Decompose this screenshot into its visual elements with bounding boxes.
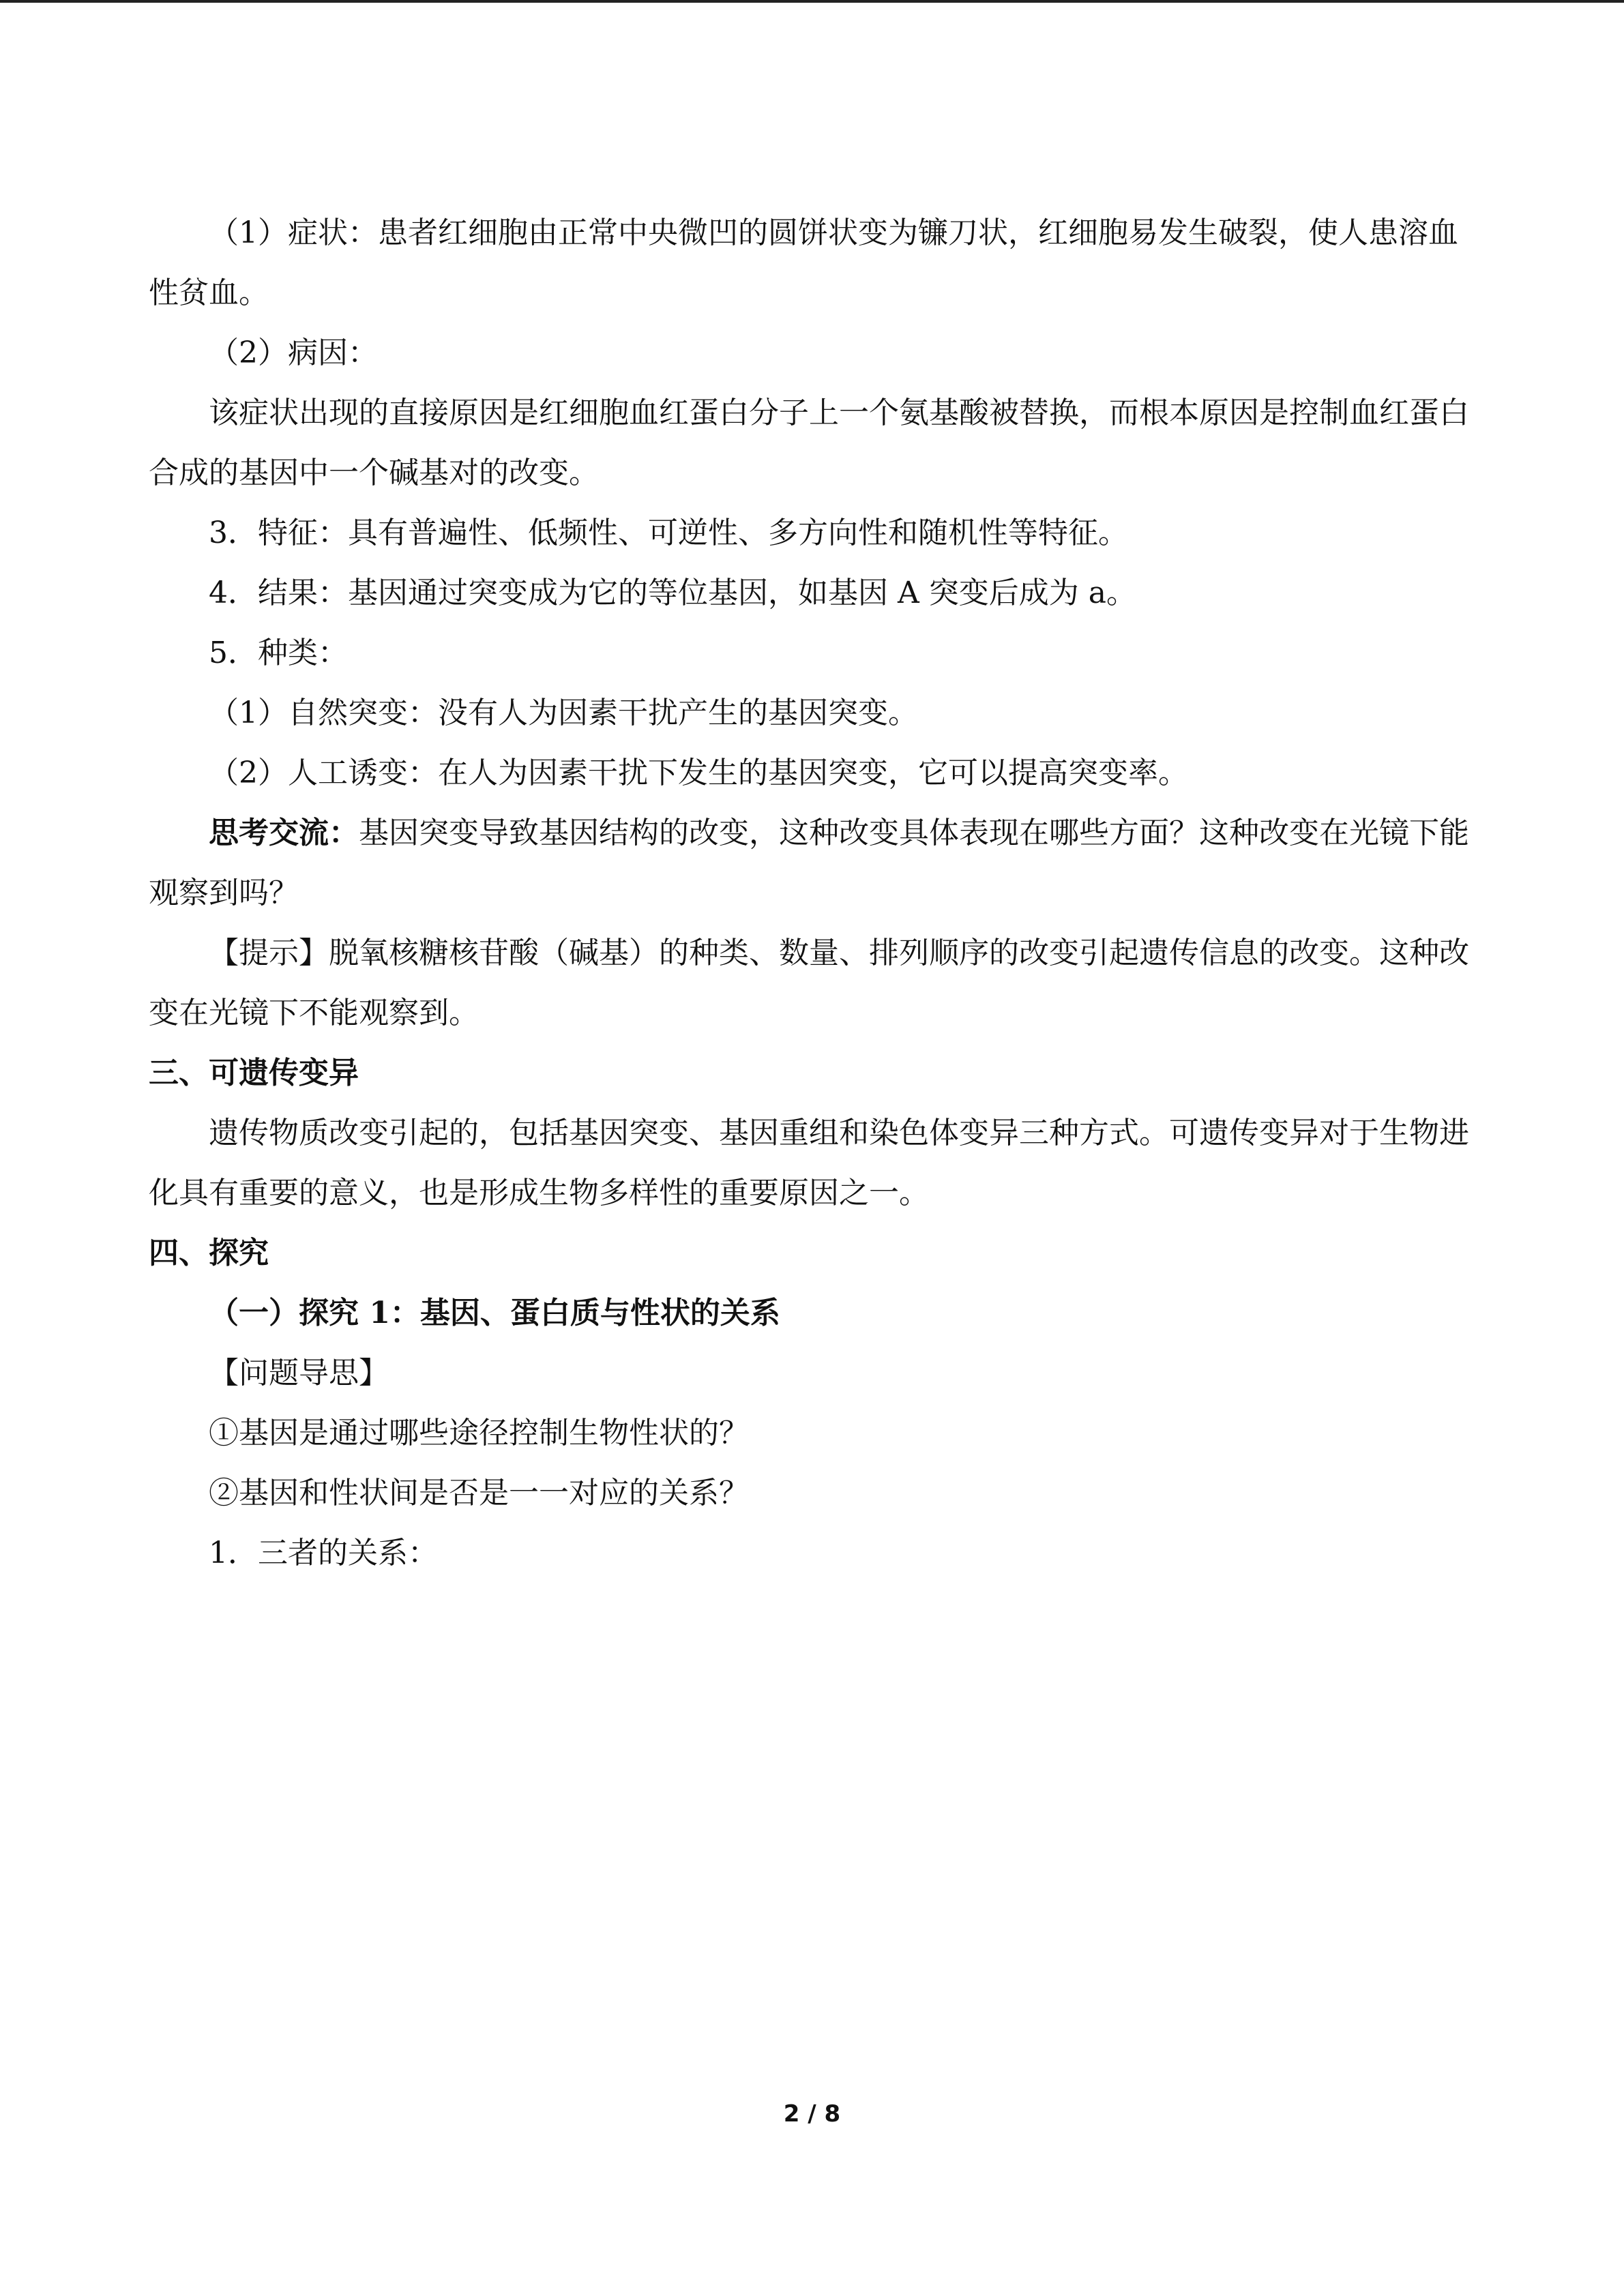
section-heading-heritable-variation: 三、可遗传变异 bbox=[149, 1056, 359, 1090]
paragraph-hint bbox=[149, 923, 1472, 1043]
hint-label: 【提示】 bbox=[209, 936, 329, 970]
paragraph-types: 5．种类： bbox=[209, 636, 348, 670]
paragraph-result: 4．结果：基因通过突变成为它的等位基因，如基因 A 突变后成为 a。 bbox=[209, 576, 1136, 610]
paragraph-think-discuss bbox=[149, 803, 1472, 923]
paragraph-question-guide: 【问题导思】 bbox=[209, 1356, 389, 1390]
section-heading-exploration: 四、探究 bbox=[149, 1236, 269, 1270]
paragraph-cause-label: （2）病因： bbox=[209, 336, 378, 370]
hint-body: 脱氧核糖核苷酸（碱基）的种类、数量、排列顺序的改变引起遗传信息的改变。这种改变在光镜下不能观察到。 bbox=[149, 936, 1469, 1030]
think-discuss-label: 思考交流： bbox=[209, 816, 359, 850]
paragraph-symptoms: （1）症状：患者红细胞由正常中央微凹的圆饼状变为镰刀状，红细胞易发生破裂，使人患溶血性贫血。 bbox=[149, 215, 1458, 310]
paragraph-cause-body: 该症状出现的直接原因是红细胞血红蛋白分子上一个氨基酸被替换，而根本原因是控制血红蛋白合成的基因中一个碱基对的改变。 bbox=[149, 396, 1469, 490]
paragraph-question-2: ②基因和性状间是否是一一对应的关系？ bbox=[209, 1476, 749, 1510]
subsection-heading-exploration-1: （一）探究 1：基因、蛋白质与性状的关系 bbox=[209, 1296, 780, 1330]
paragraph-question-1: ①基因是通过哪些途径控制生物性状的？ bbox=[209, 1416, 749, 1450]
paragraph-features: 3．特征：具有普遍性、低频性、可逆性、多方向性和随机性等特征。 bbox=[209, 516, 1128, 550]
paragraph-induced-mutation: （2）人工诱变：在人为因素干扰下发生的基因突变，它可以提高突变率。 bbox=[209, 756, 1188, 790]
document-page bbox=[149, 203, 1472, 1583]
paragraph-natural-mutation: （1）自然突变：没有人为因素干扰产生的基因突变。 bbox=[209, 696, 918, 730]
top-border-rule bbox=[0, 0, 1624, 3]
think-discuss-body: 基因突变导致基因结构的改变，这种改变具体表现在哪些方面？这种改变在光镜下能观察到吗？ bbox=[149, 816, 1469, 910]
paragraph-relationship: 1．三者的关系： bbox=[209, 1536, 438, 1570]
page-number: 2 / 8 bbox=[783, 2100, 841, 2128]
paragraph-heritable-variation: 遗传物质改变引起的，包括基因突变、基因重组和染色体变异三种方式。可遗传变异对于生物进化具有重要的意义，也是形成生物多样性的重要原因之一。 bbox=[149, 1116, 1469, 1210]
